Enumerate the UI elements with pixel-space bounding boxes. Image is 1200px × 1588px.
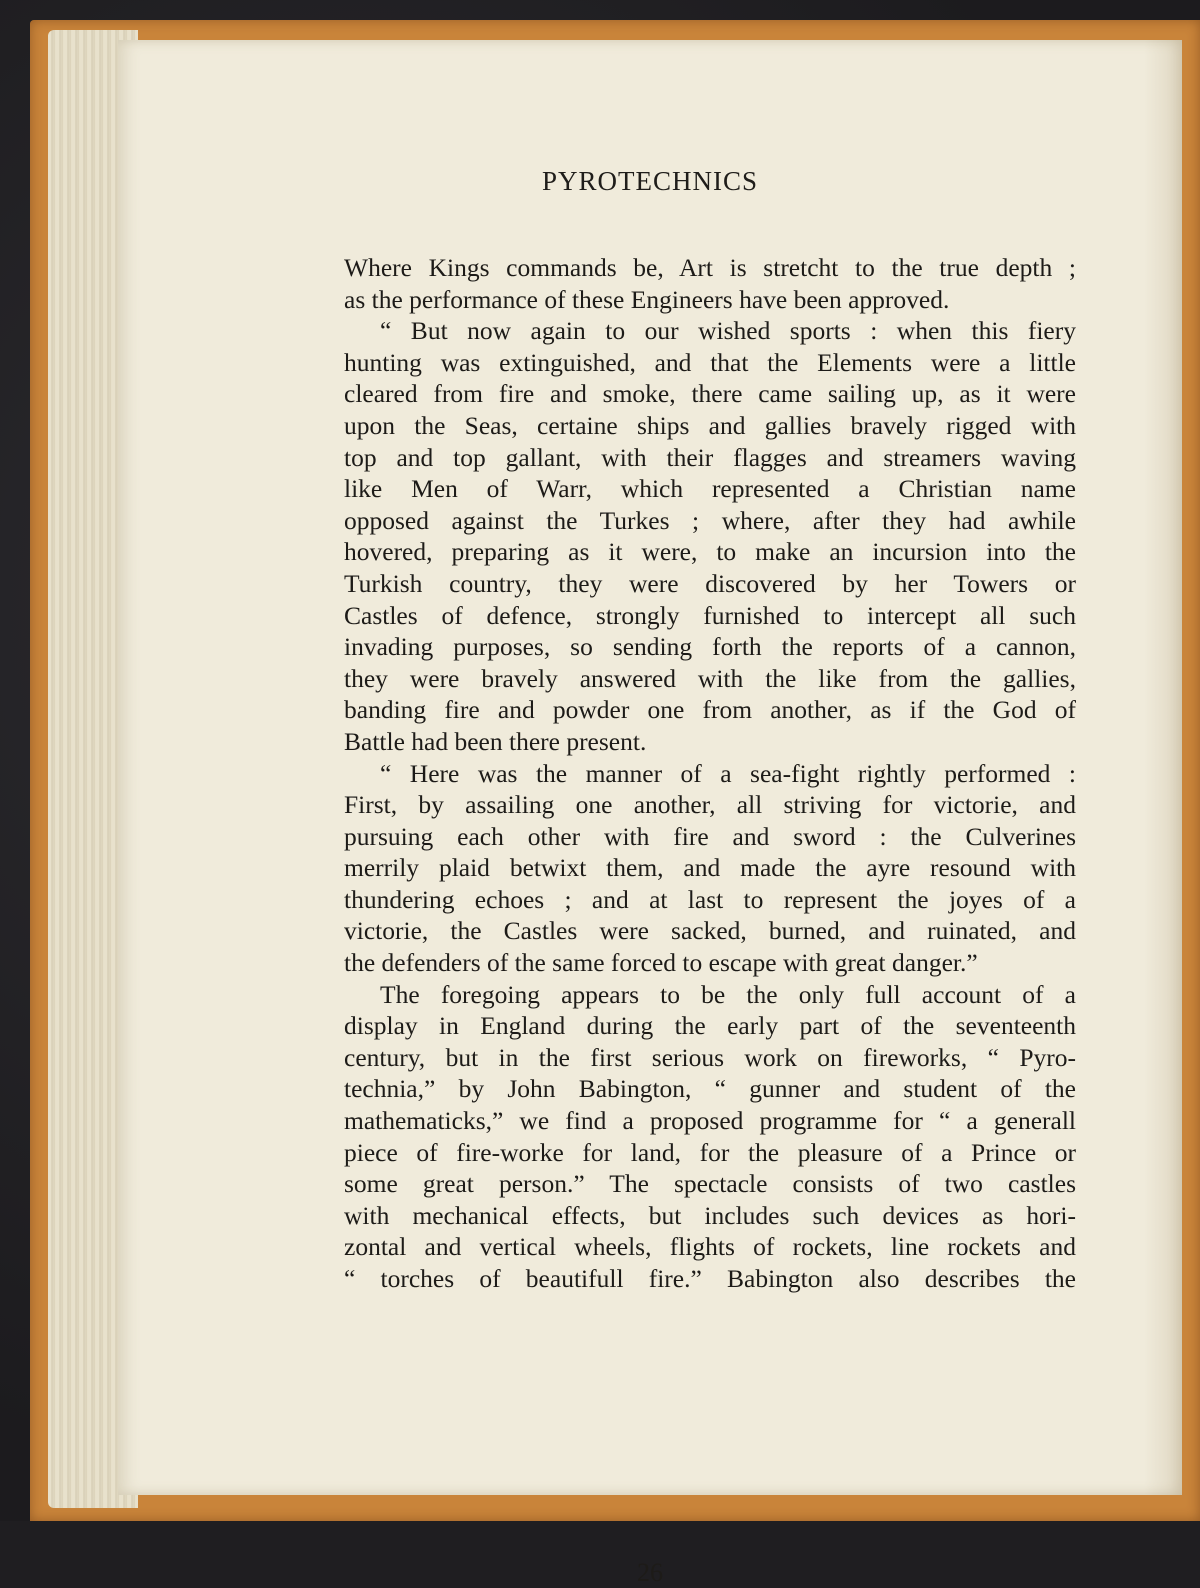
text-line: “ But now again to our wished sports : when this fiery bbox=[380, 316, 1076, 346]
text-line: cleared from fire and smoke, there came sailing up, as it were bbox=[344, 379, 1076, 409]
text-line: Where Kings commands be, Art is stretcht to the true depth ; bbox=[344, 253, 1076, 282]
text-line: top and top gallant, with their flagges and streamers waving bbox=[344, 442, 1076, 472]
text-line: invading purposes, so sending forth the reports of a cannon, bbox=[344, 632, 1076, 662]
text-line: banding fire and powder one from another, as if the God of bbox=[344, 695, 1076, 725]
text-line: “ Here was the manner of a sea-fight rightly performed : bbox=[380, 758, 1076, 788]
text-line: opposed against the Turkes ; where, after they had awhile bbox=[344, 505, 1076, 535]
text-line: they were bravely answered with the like from the gallies, bbox=[344, 663, 1076, 693]
text-line: Turkish country, they were discovered by her Towers or bbox=[344, 568, 1076, 598]
body-text bbox=[344, 252, 1076, 1295]
book-page bbox=[118, 40, 1182, 1587]
text-line: hunting was extinguished, and that the Elements were a little bbox=[344, 347, 1076, 377]
text-line: upon the Seas, certaine ships and gallies bravely rigged with bbox=[344, 410, 1076, 440]
text-line: with mechanical effects, but includes such devices as hori- bbox=[344, 1200, 1076, 1230]
page-number: 26 bbox=[637, 1558, 663, 1587]
text-line: the defenders of the same forced to escape with great danger.” bbox=[344, 948, 978, 978]
text-line: The foregoing appears to be the only full account of a bbox=[380, 979, 1076, 1009]
text-line: pursuing each other with fire and sword : the Culverines bbox=[344, 821, 1076, 851]
text-line: as the performance of these Engineers have been approved. bbox=[344, 284, 950, 314]
text-line: display in England during the early part of the seventeenth bbox=[344, 1011, 1076, 1041]
text-line: piece of fire-worke for land, for the pleasure of a Prince or bbox=[344, 1137, 1076, 1167]
text-line: mathematicks,” we find a proposed programme for “ a generall bbox=[344, 1106, 1076, 1136]
text-line: some great person.” The spectacle consists of two castles bbox=[344, 1169, 1076, 1199]
text-line: Battle had been there present. bbox=[344, 726, 647, 756]
text-line: “ torches of beautifull fire.” Babington also describes the bbox=[344, 1264, 1076, 1293]
running-head: PYROTECHNICS bbox=[541, 166, 759, 196]
text-line: Castles of defence, strongly furnished to intercept all such bbox=[344, 600, 1076, 630]
text-line: merrily plaid betwixt them, and made the ayre resound with bbox=[344, 853, 1076, 883]
text-line: hovered, preparing as it were, to make an incursion into the bbox=[344, 537, 1076, 567]
text-line: like Men of Warr, which represented a Christian name bbox=[344, 474, 1076, 504]
text-line: century, but in the first serious work on fireworks, “ Pyro- bbox=[344, 1042, 1076, 1072]
text-line: zontal and vertical wheels, flights of rockets, line rockets and bbox=[344, 1232, 1076, 1262]
text-line: technia,” by John Babington, “ gunner and student of the bbox=[344, 1074, 1076, 1104]
gutter-shadow bbox=[1144, 40, 1182, 1495]
text-line: victorie, the Castles were sacked, burned, and ruinated, and bbox=[344, 916, 1076, 946]
text-line: First, by assailing one another, all striving for victorie, and bbox=[344, 790, 1076, 820]
text-line: thundering echoes ; and at last to represent the joyes of a bbox=[344, 884, 1076, 914]
